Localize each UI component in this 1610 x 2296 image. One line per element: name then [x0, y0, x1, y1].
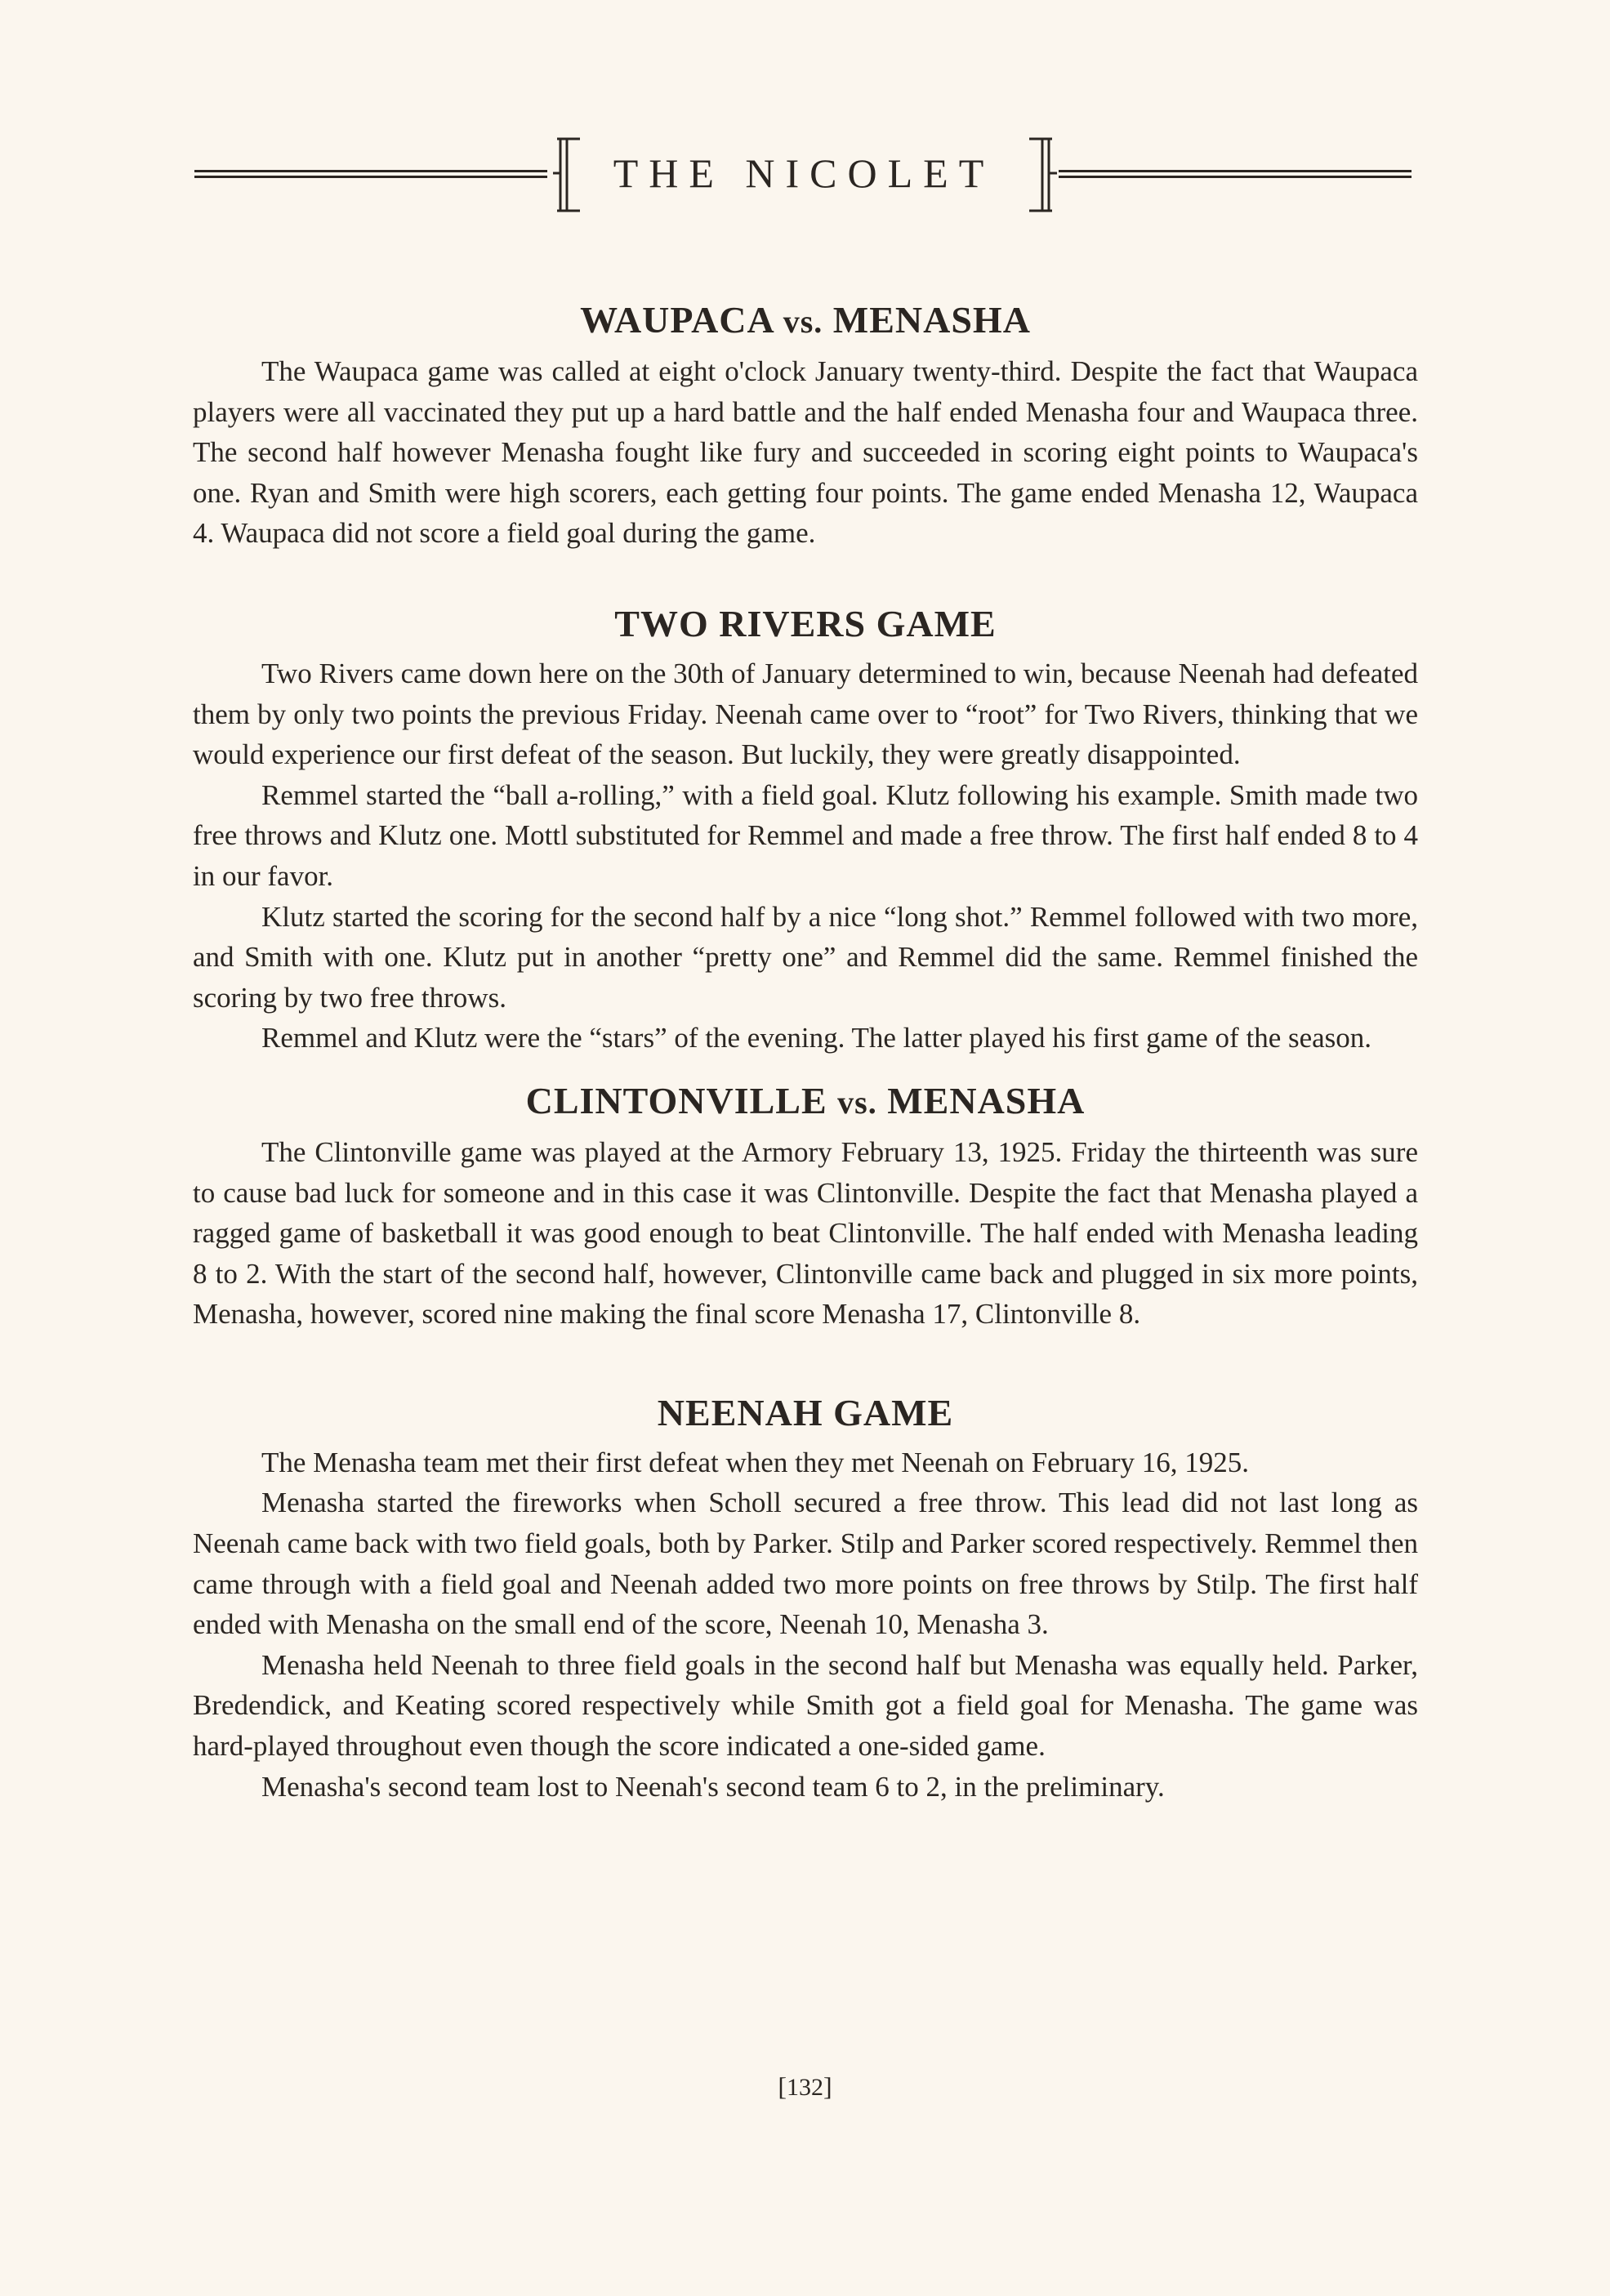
header-rule-left [194, 170, 547, 178]
section-heading-two-rivers: TWO RIVERS GAME [614, 602, 997, 644]
folio-number: 132 [787, 2074, 823, 2101]
section-heading-waupaca: WAUPACA vs. MENASHA [580, 299, 1031, 341]
running-header [194, 137, 1412, 212]
article-body [193, 296, 1418, 1807]
running-header-title: THE NICOLET [613, 150, 995, 196]
paragraph: Menasha's second team lost to Neenah's second team 6 to 2, in the preliminary. [261, 1770, 1165, 1803]
header-bracket-left [551, 137, 583, 212]
paragraph: The Clintonville game was played at the Armory February 13, 1925. Friday the thirteenth was sure to cause bad luck for someone and in this case it was Clintonville. Despite the fact that Menasha played a ragged game of basketball it was good enough to beat Clintonville. The half ended with Menasha leading 8 to 2. With the start of the second half, however, Clintonville came back and plugged in six more points, Menasha, however, scored nine making the final score Menasha 17, Clintonville 8. [193, 1135, 1418, 1331]
section-heading-clintonville: CLINTONVILLE vs. MENASHA [525, 1079, 1086, 1121]
paragraph: Remmel and Klutz were the “stars” of the evening. The latter played his first game of the season. [261, 1022, 1372, 1054]
folio-bracket-open: [ [778, 2071, 787, 2101]
section-heading-neenah: NEENAH GAME [657, 1391, 954, 1433]
page-number [0, 2070, 1610, 2104]
paragraph: Menasha started the fireworks when Scholl secured a free throw. This lead did not last long as Neenah came back with two field goals, both by Parker. Stilp and Parker scored respectively. Remmel then came through with a field goal and Neenah added two more points on free throws by Stilp. The first half ended with Menasha on the small end of the score, Neenah 10, Menasha 3. [193, 1487, 1418, 1641]
paragraph: The Waupaca game was called at eight o'clock January twenty-third. Despite the fact that Waupaca players were all vaccinated they put up a hard battle and the half ended Menasha four and Waupaca three. The second half however Menasha fought like fury and succeeded in scoring eight points to Waupaca's one. Ryan and Smith were high scorers, each getting four points. The game ended Menasha 12, Waupaca 4. Waupaca did not score a field goal during the game. [193, 355, 1418, 550]
paragraph: The Menasha team met their first defeat when they met Neenah on February 16, 1925. [261, 1446, 1250, 1478]
paragraph: Klutz started the scoring for the second half by a nice “long shot.” Remmel followed with two more, and Smith with one. Klutz put in another “pretty one” and Remmel did the same. Remmel finished the scoring by two free throws. [193, 900, 1418, 1014]
paragraph: Menasha held Neenah to three field goals in the second half but Menasha was equally held. Parker, Bredendick, and Keating scored respectively while Smith got a field goal for Menasha. The game was hard-played throughout even though the score indicated a one-sided game. [193, 1648, 1418, 1763]
paragraph: Remmel started the “ball a-rolling,” with a field goal. Klutz following his example. Smith made two free throws and Klutz one. Mottl substituted for Remmel and made a free throw. The first half ended 8 to 4 in our favor. [193, 778, 1418, 892]
paragraph: Two Rivers came down here on the 30th of January determined to win, because Neenah had defeated them by only two points the previous Friday. Neenah came over to “root” for Two Rivers, thinking that we would experience our first defeat of the season. But luckily, they were greatly disappointed. [193, 657, 1418, 771]
folio-bracket-close: ] [823, 2071, 832, 2101]
header-bracket-right [1026, 137, 1059, 212]
header-rule-right [1059, 170, 1412, 178]
